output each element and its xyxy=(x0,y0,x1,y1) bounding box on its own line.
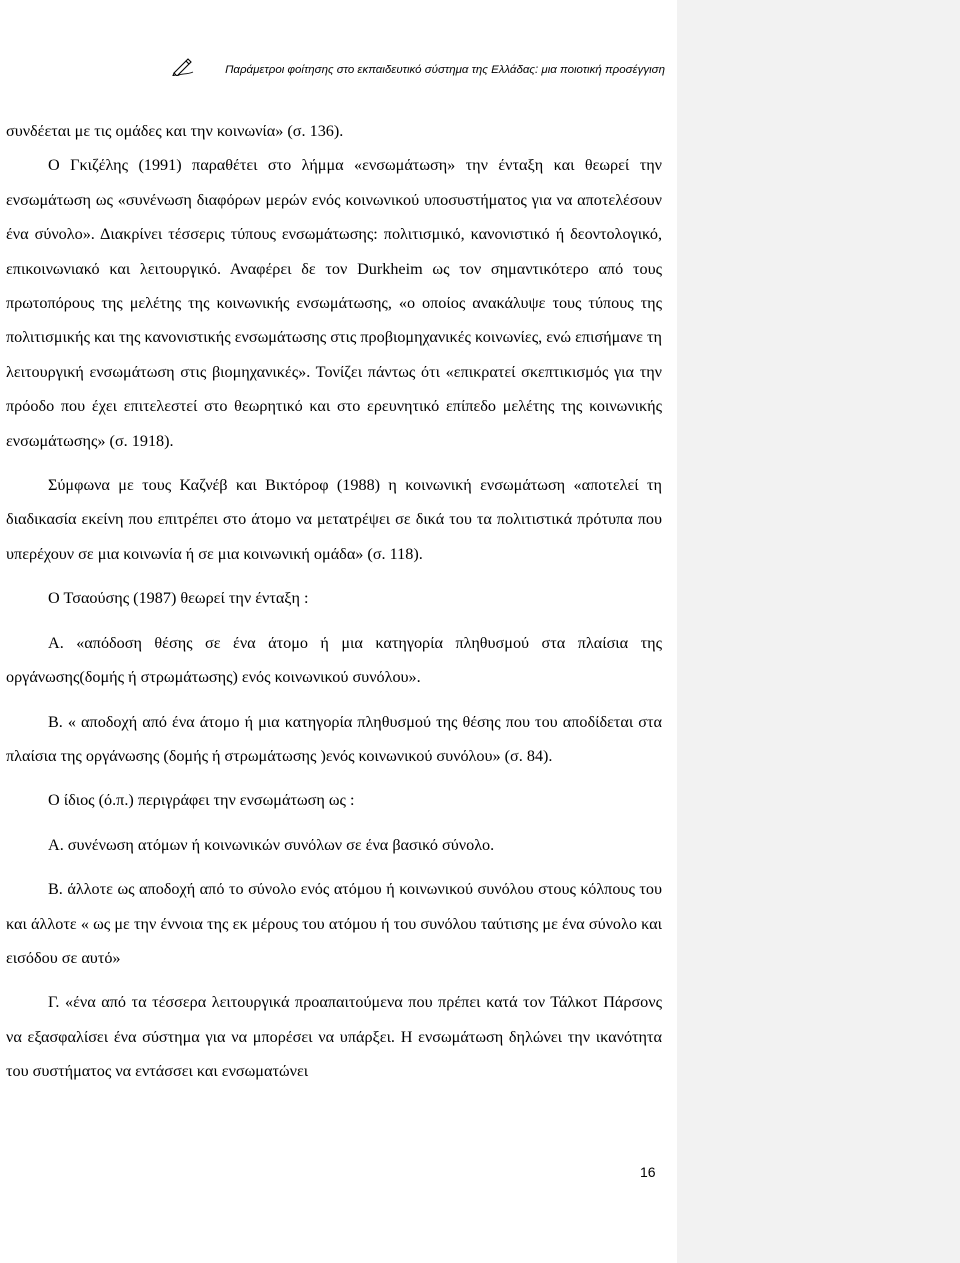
list-item-b-2: Β. άλλοτε ως αποδοχή από το σύνολο ενός ατόμου ή κοινωνικού συνόλου στους κόλπους του και άλλοτε « ως με την έννοια της εκ μέρους του ατόμου ή του συνόλου ταύτισης με ένα σύνολο και εισόδου σε αυτό» xyxy=(6,880,662,967)
paragraph-continuation: συνδέεται με τις ομάδες και την κοινωνία» (σ. 136). xyxy=(6,122,344,140)
list-item-a-2: Α. συνένωση ατόμων ή κοινωνικών συνόλων σε ένα βασικό σύνολο. xyxy=(48,835,495,854)
list-item-b: Β. « αποδοχή από ένα άτομο ή μια κατηγορία πληθυσμού της θέσης που του αποδίδεται στα πλαίσια της οργάνωσης (δομής ή στρωμάτωσης )ενός κοινωνικού συνόλου» (σ. 84). xyxy=(6,712,662,765)
paragraph-tsaousis-intro: Ο Τσαούσης (1987) θεωρεί την ένταξη : xyxy=(48,589,309,608)
list-item-c: Γ. «ένα από τα τέσσερα λειτουργικά προαπαιτούμενα που πρέπει κατά τον Τάλκοτ Πάρσονς να εξασφαλίσει ένα σύστημα για να μπορέσει να υπάρξει. Η ενσωμάτωση δηλώνει την ικανότητα του συστήματος να εντάσσει και ενσωματώνει xyxy=(6,993,662,1081)
comment-margin-pane xyxy=(677,0,960,1263)
page-number: 16 xyxy=(640,1164,656,1180)
paragraph-gkizelis: Ο Γκιζέλης (1991) παραθέτει στο λήμμα «ενσωμάτωση» την ένταξη και θεωρεί την ενσωμάτωση ως «συνένωση διαφόρων μερών ενός κοινωνικού υποσυστήματος για να αποτελέσουν ένα σύνολο». Διακρίνει τέσσερις τύπους ενσωμάτωσης: πολιτισμικό, κανονιστικό ή δεοντολογικό, επικοινωνιακό και λειτουργικό. Αναφέρει δε τον Durkheim ως τον σημαντικότερο από τους πρωτοπόρους της μελέτης της κοινωνικής ενσωμάτωσης, «ο οποίος ανακάλυψε τους τύπους της πολιτισμικής και της κανονιστικής ενσωμάτωσης στις προβιομηχανικές κοινωνίες, ενώ επισήμανε τη λειτουργική ενσωμάτωση στις βιομηχανικές». Τονίζει πάντως ότι «επικρατεί σκεπτικισμός για την πρόοδο που έχει επιτελεστεί στο θεωρητικό και στο ερευνητικό επίπεδο μελέτης της κοινωνικής ενσωμάτωσης» (σ. 1918). xyxy=(6,156,662,450)
paragraph-kazneb: Σύμφωνα με τους Καζνέβ και Βικτόροφ (1988) η κοινωνική ενσωμάτωση «αποτελεί τη διαδικασία εκείνη που επιτρέπει στο άτομο να μετατρέψει σε δικά του τα πολιτιστικά πρότυπα που υπερέχουν σε μια κοινωνία ή σε μια κοινωνική ομάδα» (σ. 118). xyxy=(6,476,662,563)
running-header-title: Παράμετροι φοίτησης στο εκπαιδευτικό σύστημα της Ελλάδας: μια ποιοτική προσέγγιση xyxy=(225,64,665,76)
list-item-a: Α. «απόδοση θέσης σε ένα άτομο ή μια κατηγορία πληθυσμού στα πλαίσια της οργάνωσης(δομής ή στρωμάτωσης) ενός κοινωνικού συνόλου». xyxy=(6,633,662,687)
document-body xyxy=(6,114,662,1089)
paragraph-idios-intro: Ο ίδιος (ό.π.) περιγράφει την ενσωμάτωση ως : xyxy=(48,791,355,810)
